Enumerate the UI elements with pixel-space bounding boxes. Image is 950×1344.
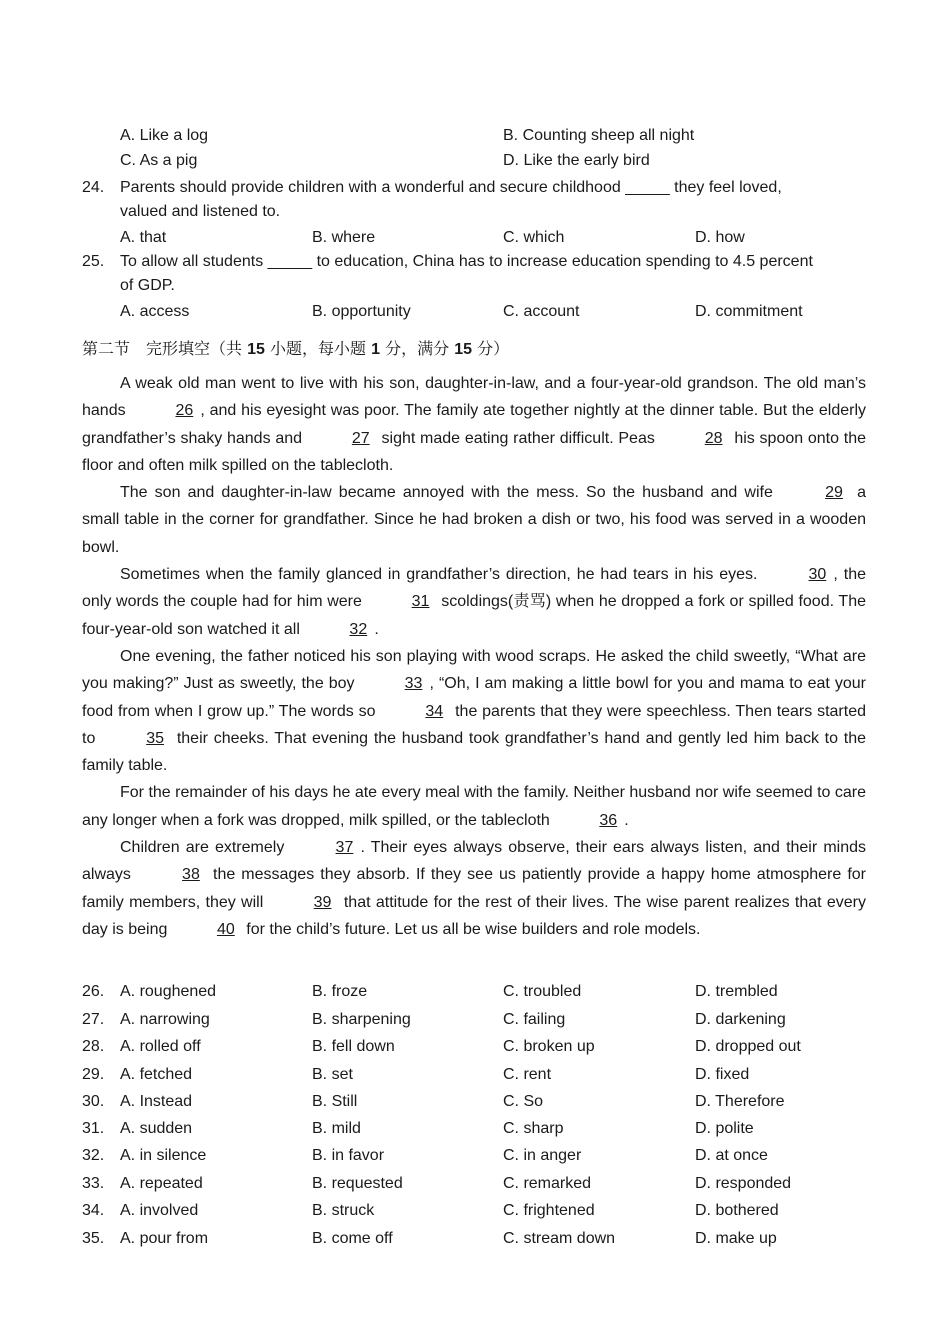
blank-26: 26 (175, 402, 194, 420)
blank-38: 38 (182, 866, 200, 884)
choice-option-b: B. struck (312, 1202, 375, 1219)
passage-paragraph-4: One evening, the father noticed his son playing with wood scraps. He asked the child sweetly, “What are you making?” Just as sweetly, the boy 33 , “Oh, I am making a little bowl for you and mama to eat your food from when I grow up.” The words so 34 the parents that they were speechless. Then tears started to 35 their cheeks. That evening the husband took grandfather’s hand and gently led him back to the family table. (82, 647, 867, 775)
blank-40: 40 (216, 920, 235, 938)
passage-paragraph-6: Children are extremely 37 . Their eyes always observe, their ears always listen, and their minds always 38 the messages they absorb. If they see us patiently provide a happy home atmosphere for family members, they will 39 that attitude for the rest of their lives. The wise parent realizes that every day is being 40 for the child’s future. Let us all be wise builders and role models. (82, 834, 866, 943)
q23-option-a: A. Like a log (120, 127, 209, 144)
q25-number: 25. (82, 253, 105, 270)
choice-number: 29. (82, 1066, 105, 1083)
choice-number: 33. (82, 1175, 105, 1192)
choice-option-b: B. in favor (312, 1147, 385, 1164)
choice-number: 34. (82, 1202, 105, 1219)
q24-option-b: B. where (312, 229, 376, 246)
choice-option-d: D. fixed (695, 1066, 750, 1083)
choice-option-d: D. trembled (695, 983, 778, 1000)
q24-stem-line1: Parents should provide children with a wonderful and secure childhood _____ they feel loved, (120, 179, 782, 196)
choice-option-d: D. polite (695, 1120, 754, 1137)
blank-35: 35 (146, 729, 164, 747)
section-heading-mid2: 分，满分 (385, 339, 450, 358)
blank-32: 32 (349, 620, 368, 638)
q25-option-a: A. access (120, 303, 190, 320)
choice-option-b: B. fell down (312, 1038, 395, 1055)
choice-option-d: D. responded (695, 1175, 792, 1192)
choice-option-a: A. narrowing (120, 1011, 210, 1028)
choice-option-c: C. sharp (503, 1120, 564, 1137)
choice-option-a: A. pour from (120, 1230, 209, 1247)
blank-28: 28 (704, 429, 723, 447)
blank-39: 39 (313, 893, 332, 911)
blank-37: 37 (335, 839, 354, 857)
choice-number: 26. (82, 983, 105, 1000)
choice-option-a: A. fetched (120, 1066, 193, 1083)
choice-option-b: B. set (312, 1066, 353, 1083)
choice-option-a: A. involved (120, 1202, 199, 1219)
q25-stem-line2: of GDP. (120, 277, 175, 294)
q24-stem-line2: valued and listened to. (120, 203, 281, 220)
choice-option-c: C. So (503, 1093, 544, 1110)
blank-33: 33 (404, 675, 423, 693)
choice-option-a: A. Instead (120, 1093, 193, 1110)
choice-option-d: D. bothered (695, 1202, 779, 1219)
choice-option-c: C. stream down (503, 1230, 616, 1247)
choice-option-b: B. requested (312, 1175, 403, 1192)
blank-29: 29 (825, 484, 843, 502)
choice-option-c: C. rent (503, 1066, 552, 1083)
q24-option-c: C. which (503, 229, 565, 246)
choice-option-d: D. darkening (695, 1011, 786, 1028)
q23-option-d: D. Like the early bird (503, 152, 650, 169)
choice-option-b: B. mild (312, 1120, 361, 1137)
blank-34: 34 (425, 702, 444, 720)
q24-option-d: D. how (695, 229, 745, 246)
section-heading-pre: 第二节 完形填空（共 (82, 339, 243, 358)
choice-option-c: C. troubled (503, 983, 582, 1000)
choice-option-b: B. come off (312, 1230, 393, 1247)
choice-option-b: B. froze (312, 983, 368, 1000)
choice-option-c: C. remarked (503, 1175, 592, 1192)
choice-number: 31. (82, 1120, 105, 1137)
choice-option-c: C. broken up (503, 1038, 595, 1055)
passage-paragraph-5: For the remainder of his days he ate every meal with the family. Neither husband nor wife seemed to care any longer when a fork was dropped, milk spilled, or the tablecloth 36 . (82, 779, 866, 834)
choice-number: 30. (82, 1093, 105, 1110)
section-heading-points-each: 1 (371, 341, 381, 358)
blank-31: 31 (411, 593, 430, 611)
choice-option-b: B. Still (312, 1093, 358, 1110)
choice-option-a: A. rolled off (120, 1038, 201, 1055)
q25-option-c: C. account (503, 303, 580, 320)
choice-option-a: A. roughened (120, 983, 217, 1000)
q23-option-c: C. As a pig (120, 152, 198, 169)
choice-option-b: B. sharpening (312, 1011, 411, 1028)
passage-paragraph-1: A weak old man went to live with his son, daughter-in-law, and a four-year-old grandson. The old man’s hands 26 , and his eyesight was poor. The family ate together nightly at the dinner table. But the elderly grandfather’s shaky hands and 27 sight made eating rather difficult. Peas 28 his spoon onto the floor and often milk spilled on the tablecloth. (82, 375, 867, 474)
choice-option-a: A. in silence (120, 1147, 207, 1164)
passage-paragraph-3: Sometimes when the family glanced in grandfather’s direction, he had tears in his eyes. 30 , the only words the couple had for him were 31 scoldings(责骂) when he dropped a fork or spilled food. The four-year-old son watched it all 32 . (82, 561, 866, 643)
choice-number: 32. (82, 1147, 105, 1164)
choice-option-a: A. sudden (120, 1120, 193, 1137)
q25-option-b: B. opportunity (312, 303, 411, 320)
choice-option-d: D. make up (695, 1230, 777, 1247)
choice-option-c: C. in anger (503, 1147, 582, 1164)
q25-stem-line1: To allow all students _____ to education, China has to increase education spending to 4.5 percent (120, 253, 813, 270)
q23-option-b: B. Counting sheep all night (503, 127, 695, 144)
blank-30: 30 (808, 566, 827, 584)
q25-option-d: D. commitment (695, 303, 803, 320)
section-heading-total: 15 (454, 341, 473, 358)
section-heading-post: 分） (477, 339, 510, 358)
blank-27: 27 (351, 429, 370, 447)
choice-option-c: C. frightened (503, 1202, 595, 1219)
section-heading-mid1: 小题，每小题 (270, 339, 367, 358)
section-heading-count: 15 (247, 341, 265, 358)
q24-option-a: A. that (120, 229, 167, 246)
cloze-passage (82, 370, 866, 943)
section-heading (82, 336, 509, 359)
choice-number: 35. (82, 1230, 105, 1247)
choice-option-d: D. Therefore (695, 1093, 785, 1110)
choice-number: 27. (82, 1011, 105, 1028)
blank-36: 36 (599, 811, 618, 829)
choice-option-c: C. failing (503, 1011, 566, 1028)
choice-number: 28. (82, 1038, 105, 1055)
choice-option-a: A. repeated (120, 1175, 203, 1192)
q24-number: 24. (82, 179, 105, 196)
passage-paragraph-2: The son and daughter-in-law became annoyed with the mess. So the husband and wife 29 a small table in the corner for grandfather. Since he had broken a dish or two, his food was served in a wooden bowl. (82, 479, 866, 561)
choice-option-d: D. at once (695, 1147, 768, 1164)
choice-option-d: D. dropped out (695, 1038, 801, 1055)
